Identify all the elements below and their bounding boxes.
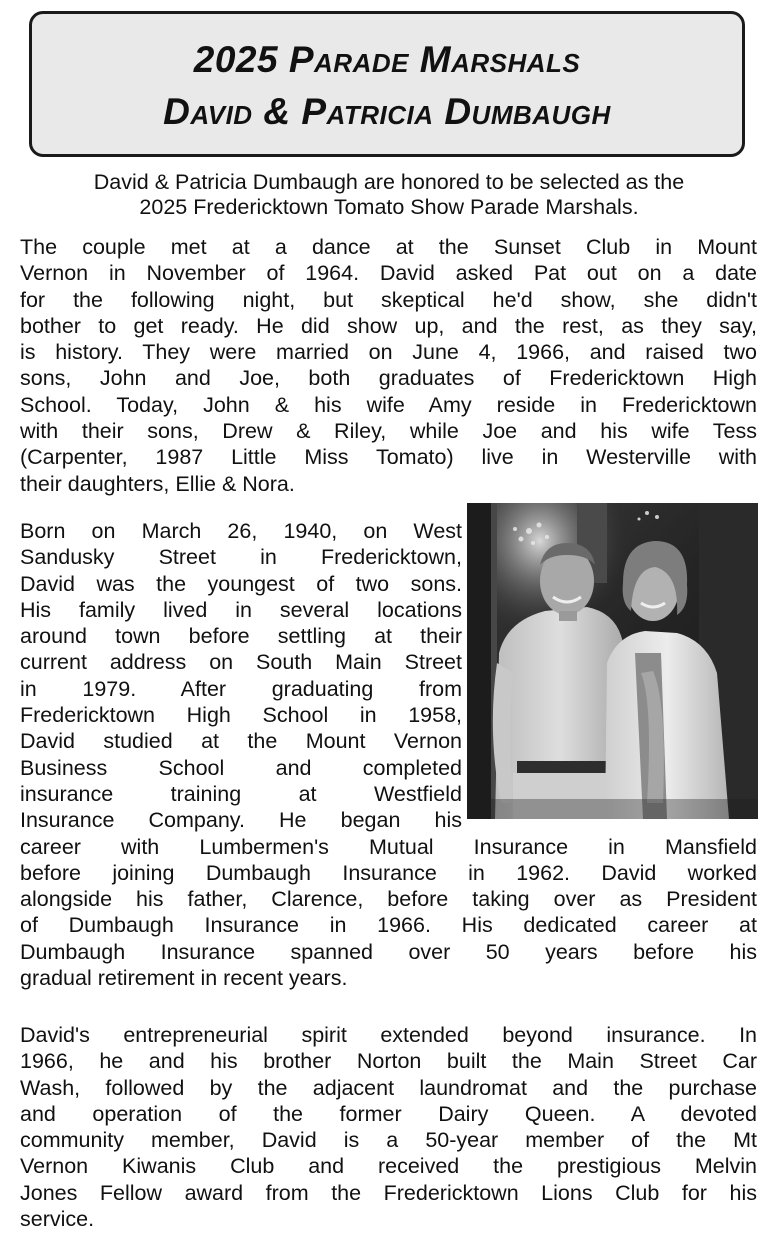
text-line: David's entrepreneurial spirit extended beyond insurance. In: [20, 1023, 757, 1047]
title-line-1: 2025 Parade Marshals: [193, 39, 581, 80]
text-line: sons, John and Joe, both graduates of Fredericktown High: [20, 366, 757, 391]
text-line: Born on March 26, 1940, on West: [20, 519, 462, 543]
text-line: Vernon Kiwanis Club and received the prestigious Melvin: [20, 1154, 757, 1179]
text-line: current address on South Main Street: [20, 650, 462, 675]
text-line: Business School and completed: [20, 755, 462, 780]
text-line: Wash, followed by the adjacent laundromat and the purchase: [20, 1075, 757, 1100]
text-line: David studied at the Mount Vernon: [20, 729, 462, 754]
text-line: before joining Dumbaugh Insurance in 1962. David worked: [20, 860, 757, 885]
intro-text: [24, 170, 754, 220]
text-line: for the following night, but skeptical he'd show, she didn't: [20, 287, 757, 312]
text-line: around town before settling at their: [20, 624, 462, 649]
text-line: in 1979. After graduating from: [20, 676, 462, 701]
text-line: with their sons, Drew & Riley, while Joe and his wife Tess: [20, 419, 757, 444]
title-banner: [29, 11, 745, 157]
text-line: gradual retirement in recent years.: [20, 966, 348, 991]
text-line: is history. They were married on June 4, 1966, and raised two: [20, 340, 757, 365]
text-line: (Carpenter, 1987 Little Miss Tomato) live in Westerville with: [20, 445, 757, 470]
text-line: His family lived in several locations: [20, 597, 462, 622]
text-line: School. Today, John & his wife Amy reside in Fredericktown: [20, 392, 757, 417]
text-line: of Dumbaugh Insurance in 1966. His dedicated career at: [20, 913, 757, 938]
title-line-2: David & Patricia Dumbaugh: [163, 91, 611, 132]
text-line: Fredericktown High School in 1958,: [20, 703, 462, 728]
text-line: insurance training at Westfield: [20, 781, 462, 806]
text-line: and operation of the former Dairy Queen. A devoted: [20, 1101, 757, 1126]
intro-line: David & Patricia Dumbaugh are honored to be selected as the: [93, 170, 685, 194]
text-line: community member, David is a 50-year member of the Mt: [20, 1128, 757, 1153]
text-line: Insurance Company. He began his: [20, 808, 462, 833]
paragraph-business: [20, 1022, 757, 1232]
text-line: their daughters, Ellie & Nora.: [20, 471, 295, 496]
intro-line: 2025 Fredericktown Tomato Show Parade Marshals.: [139, 195, 639, 219]
text-line: Jones Fellow award from the Fredericktown Lions Club for his: [20, 1180, 757, 1205]
text-line: Sandusky Street in Fredericktown,: [20, 545, 462, 570]
text-line: Dumbaugh Insurance spanned over 50 years before his: [20, 939, 757, 964]
text-line: Vernon in November of 1964. David asked Pat out on a date: [20, 261, 757, 286]
text-line: The couple met at a dance at the Sunset Club in Mount: [20, 235, 757, 259]
text-line: alongside his father, Clarence, before taking over as President: [20, 887, 757, 912]
text-line: 1966, he and his brother Norton built the Main Street Car: [20, 1049, 757, 1074]
text-line: bother to get ready. He did show up, and the rest, as they say,: [20, 313, 757, 338]
text-line: David was the youngest of two sons.: [20, 571, 462, 596]
text-line: service.: [20, 1207, 95, 1232]
paragraph-courtship: [20, 234, 757, 497]
text-line: career with Lumbermen's Mutual Insurance in Mansfield: [20, 834, 757, 859]
couple-photo: [467, 503, 758, 819]
